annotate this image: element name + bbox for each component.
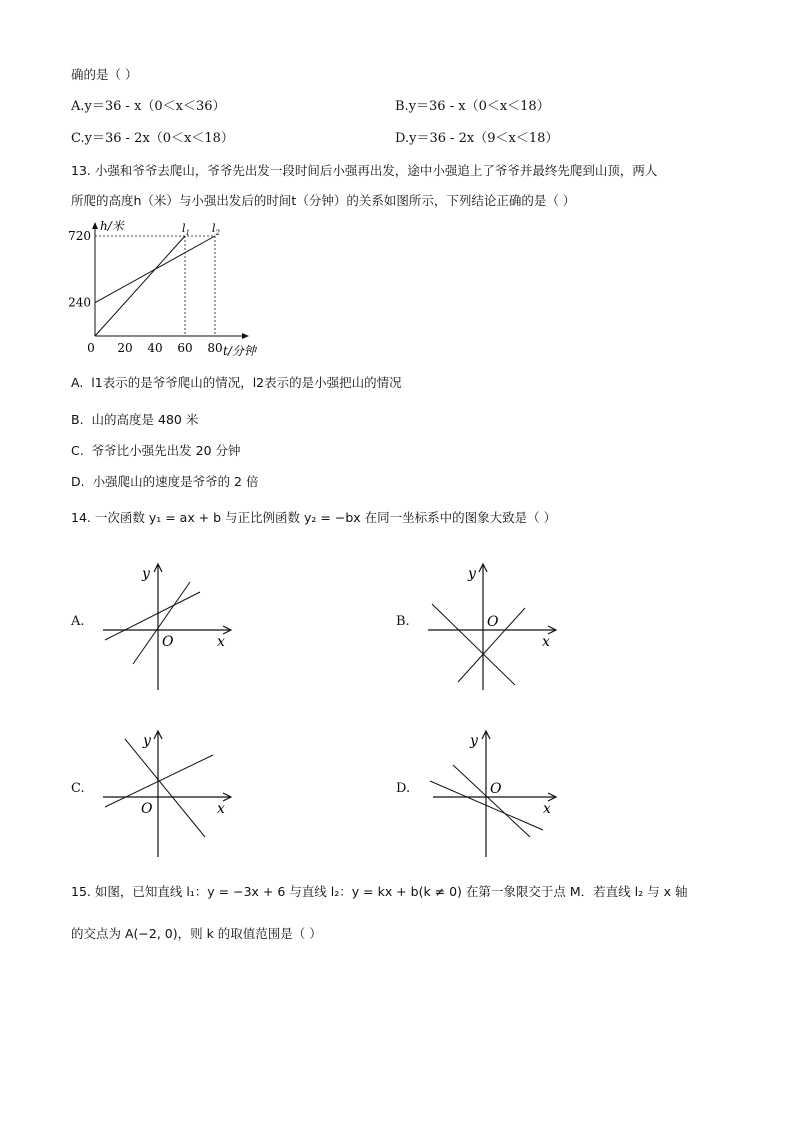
q13-stem-line2: 所爬的高度h（米）与小强出发后的时间t（分钟）的关系如图所示，下列结论正确的是（ ）: [71, 193, 576, 208]
origin-label: O: [141, 801, 153, 817]
option-text: y＝36 - x（0＜x＜18）: [408, 99, 550, 114]
series-line-l2: [95, 236, 215, 303]
q13-option-c: [71, 443, 241, 459]
q12-stem-tail: 确的是（ ）: [71, 67, 138, 82]
origin-label: O: [162, 634, 174, 650]
line-1: [432, 604, 515, 685]
y-label: y: [142, 566, 150, 582]
x-label: x: [217, 634, 225, 650]
q13-graph: [60, 218, 270, 368]
option-text: y＝36 - x（0＜x＜36）: [84, 99, 226, 114]
option-text: 爷爷比小强先出发 20 分钟: [91, 443, 241, 458]
series-line-l1: [95, 236, 185, 336]
option-label: A.: [71, 375, 84, 390]
y-axis-label: h/米: [100, 219, 124, 233]
option-label: C.: [71, 131, 85, 146]
x-label: x: [217, 801, 225, 817]
q13-option-d: [71, 474, 258, 490]
series-label-l1: $l_1$: [182, 222, 190, 237]
q14-option-c-label: C.: [71, 781, 85, 796]
option-label: A.: [71, 99, 85, 114]
q13-option-b: [71, 412, 198, 428]
q13-option-a: [71, 375, 402, 391]
q14-stem: 14. 一次函数 y₁ = ax + b 与正比例函数 y₂ = −bx 在同一坐标系中的图象大致是（ ）: [71, 510, 557, 525]
line-2: [125, 739, 205, 837]
q14-graph-c: [95, 727, 235, 862]
option-text: l1表示的是爷爷爬山的情况，l2表示的是小强把山的情况: [91, 375, 402, 390]
x-label: x: [542, 634, 550, 650]
q14-graph-a: [95, 560, 235, 695]
q14-option-b-label: B.: [396, 614, 410, 629]
series-label-l2: $l_2$: [212, 222, 220, 237]
option-text: 小强爬山的速度是爷爷的 2 倍: [92, 474, 259, 489]
origin-label: O: [490, 781, 502, 797]
q12-option-c: [71, 131, 234, 147]
q15-stem-line2: 的交点为 A(−2, 0)，则 k 的取值范围是（ ）: [71, 926, 322, 941]
option-label: D.: [71, 474, 85, 489]
q14-graph-d: [425, 727, 565, 862]
y-tick-label: 240: [68, 295, 91, 310]
graph-lines: [95, 222, 221, 336]
x-axis-label: t/分钟: [223, 344, 256, 358]
option-text: 山的高度是 480 米: [91, 412, 199, 427]
y-label: y: [470, 733, 478, 749]
y-tick-label: 720: [68, 229, 91, 243]
y-label: y: [143, 733, 151, 749]
q12-option-d: [395, 131, 558, 147]
q14-option-a-label: A.: [71, 614, 85, 629]
x-tick-label: 60: [177, 341, 193, 355]
line-1: [105, 592, 200, 640]
x-tick-label: 40: [147, 341, 163, 355]
q14-graph-b: [420, 560, 560, 695]
line-2: [133, 582, 190, 664]
option-label: D.: [395, 131, 410, 146]
q12-option-b: [395, 99, 550, 115]
q15-stem-line1: 15. 如图，已知直线 l₁：y = −3x + 6 与直线 l₂：y = kx + b(k ≠ 0) 在第一象限交于点 M．若直线 l₂ 与 x 轴: [71, 884, 688, 899]
y-label: y: [468, 566, 476, 582]
x-tick-label: 0: [87, 341, 95, 355]
x-label: x: [543, 801, 551, 817]
option-label: C.: [71, 443, 84, 458]
q14-option-d-label: D.: [396, 781, 411, 796]
x-tick-label: 80: [207, 341, 223, 355]
option-text: y＝36 - 2x（0＜x＜18）: [84, 131, 234, 146]
q13-stem-line1: 13. 小强和爷爷去爬山，爷爷先出发一段时间后小强再出发，途中小强追上了爷爷并最终先爬到山顶，两人: [71, 163, 658, 178]
q12-option-a: [71, 99, 226, 115]
option-label: B.: [71, 412, 84, 427]
option-label: B.: [395, 99, 409, 114]
option-text: y＝36 - 2x（9＜x＜18）: [409, 131, 559, 146]
line-2: [453, 765, 530, 837]
origin-label: O: [487, 614, 499, 630]
x-tick-label: 20: [117, 341, 133, 355]
